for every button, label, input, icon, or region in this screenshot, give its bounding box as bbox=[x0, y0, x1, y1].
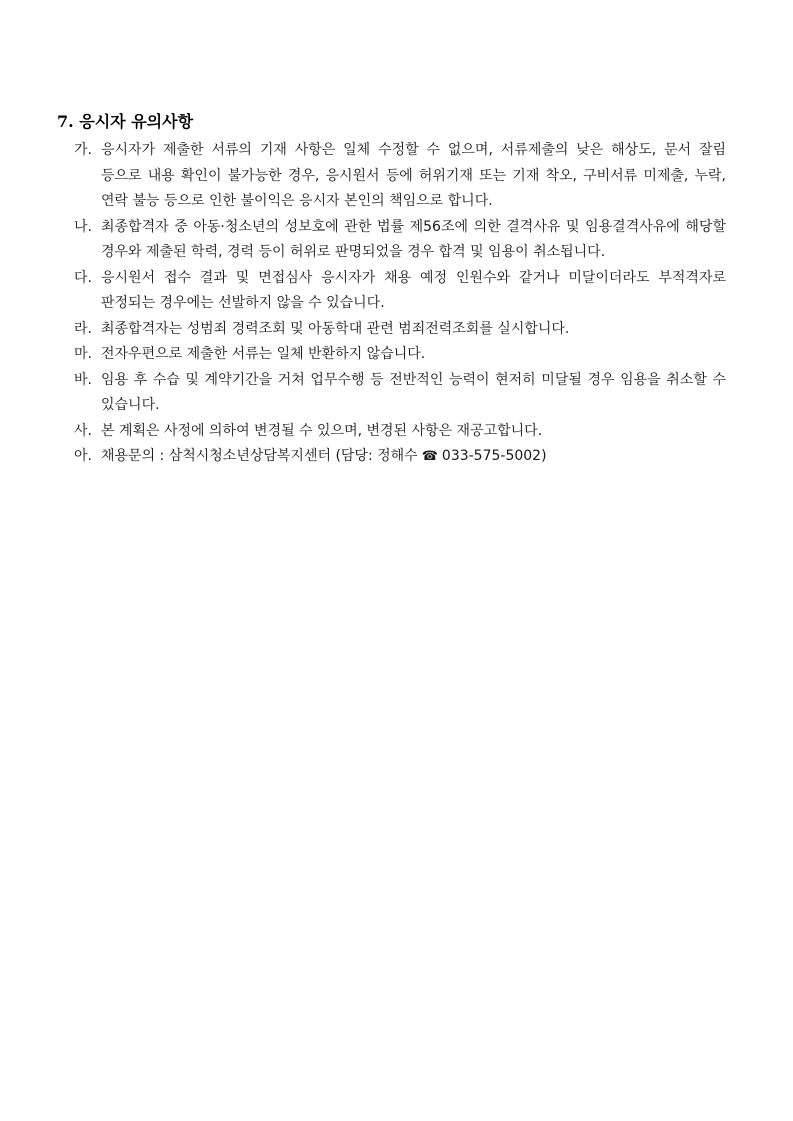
item-text: 전자우편으로 제출한 서류는 일체 반환하지 않습니다. bbox=[101, 346, 426, 362]
notice-item-ma bbox=[74, 342, 726, 368]
section-title: 7. 응시자 유의사항 bbox=[57, 112, 194, 131]
contact-label: 채용문의 : 삼척시청소년상담복지센터 (담당: 정해수 bbox=[101, 448, 418, 464]
notice-item-ga bbox=[74, 138, 726, 215]
item-marker: 나. bbox=[74, 218, 92, 235]
item-text: 임용 후 수습 및 계약기간을 거쳐 업무수행 등 전반적인 능력이 현저히 미달될 경우 임용을 취소할 수 있습니다. bbox=[101, 371, 726, 413]
contact-phone: 033-575-5002) bbox=[441, 448, 547, 464]
item-marker: 가. bbox=[74, 142, 92, 158]
item-marker: 다. bbox=[74, 269, 92, 286]
item-text: 응시자가 제출한 서류의 기재 사항은 일체 수정할 수 없으며, 서류제출의 낮은 해상도, 문서 잘림 등으로 내용 확인이 불가능한 경우, 응시원서 등에 허위기재 또는 기재 착오, 구비서류 미제출, 누락, 연락 불능 등으로 인한 불이익은 응시자 본인의 책임으로 합니다. bbox=[101, 142, 726, 209]
notice-item-da bbox=[74, 266, 726, 317]
item-text: 최종합격자 중 아동·청소년의 성보호에 관한 법률 제56조에 의한 결격사유 및 임용결격사유에 해당할 경우와 제출된 학력, 경력 등이 허위로 판명되었을 경우 합격 및 임용이 취소됩니다. bbox=[101, 218, 726, 260]
item-marker: 바. bbox=[74, 371, 92, 388]
item-marker: 마. bbox=[74, 346, 92, 362]
item-text: 본 계획은 사정에 의하여 변경될 수 있으며, 변경된 사항은 재공고합니다. bbox=[101, 422, 543, 439]
notice-item-sa bbox=[74, 419, 726, 445]
item-marker: 라. bbox=[74, 320, 92, 337]
item-text: 응시원서 접수 결과 및 면접심사 응시자가 채용 예정 인원수와 같거나 미달이더라도 부적격자로 판정되는 경우에는 선발하지 않을 수 있습니다. bbox=[101, 269, 726, 311]
item-marker: 아. bbox=[74, 448, 92, 464]
notice-item-ba bbox=[74, 368, 726, 419]
contact-text bbox=[101, 444, 726, 470]
telephone-icon: ☎ bbox=[421, 449, 438, 464]
item-text: 최종합격자는 성범죄 경력조회 및 아동학대 관련 범죄전력조회를 실시합니다. bbox=[101, 320, 570, 337]
notice-item-contact bbox=[74, 444, 726, 470]
notice-item-ra bbox=[74, 317, 726, 343]
notice-item-na bbox=[74, 215, 726, 266]
item-marker: 사. bbox=[74, 422, 92, 439]
notice-list bbox=[74, 138, 726, 470]
